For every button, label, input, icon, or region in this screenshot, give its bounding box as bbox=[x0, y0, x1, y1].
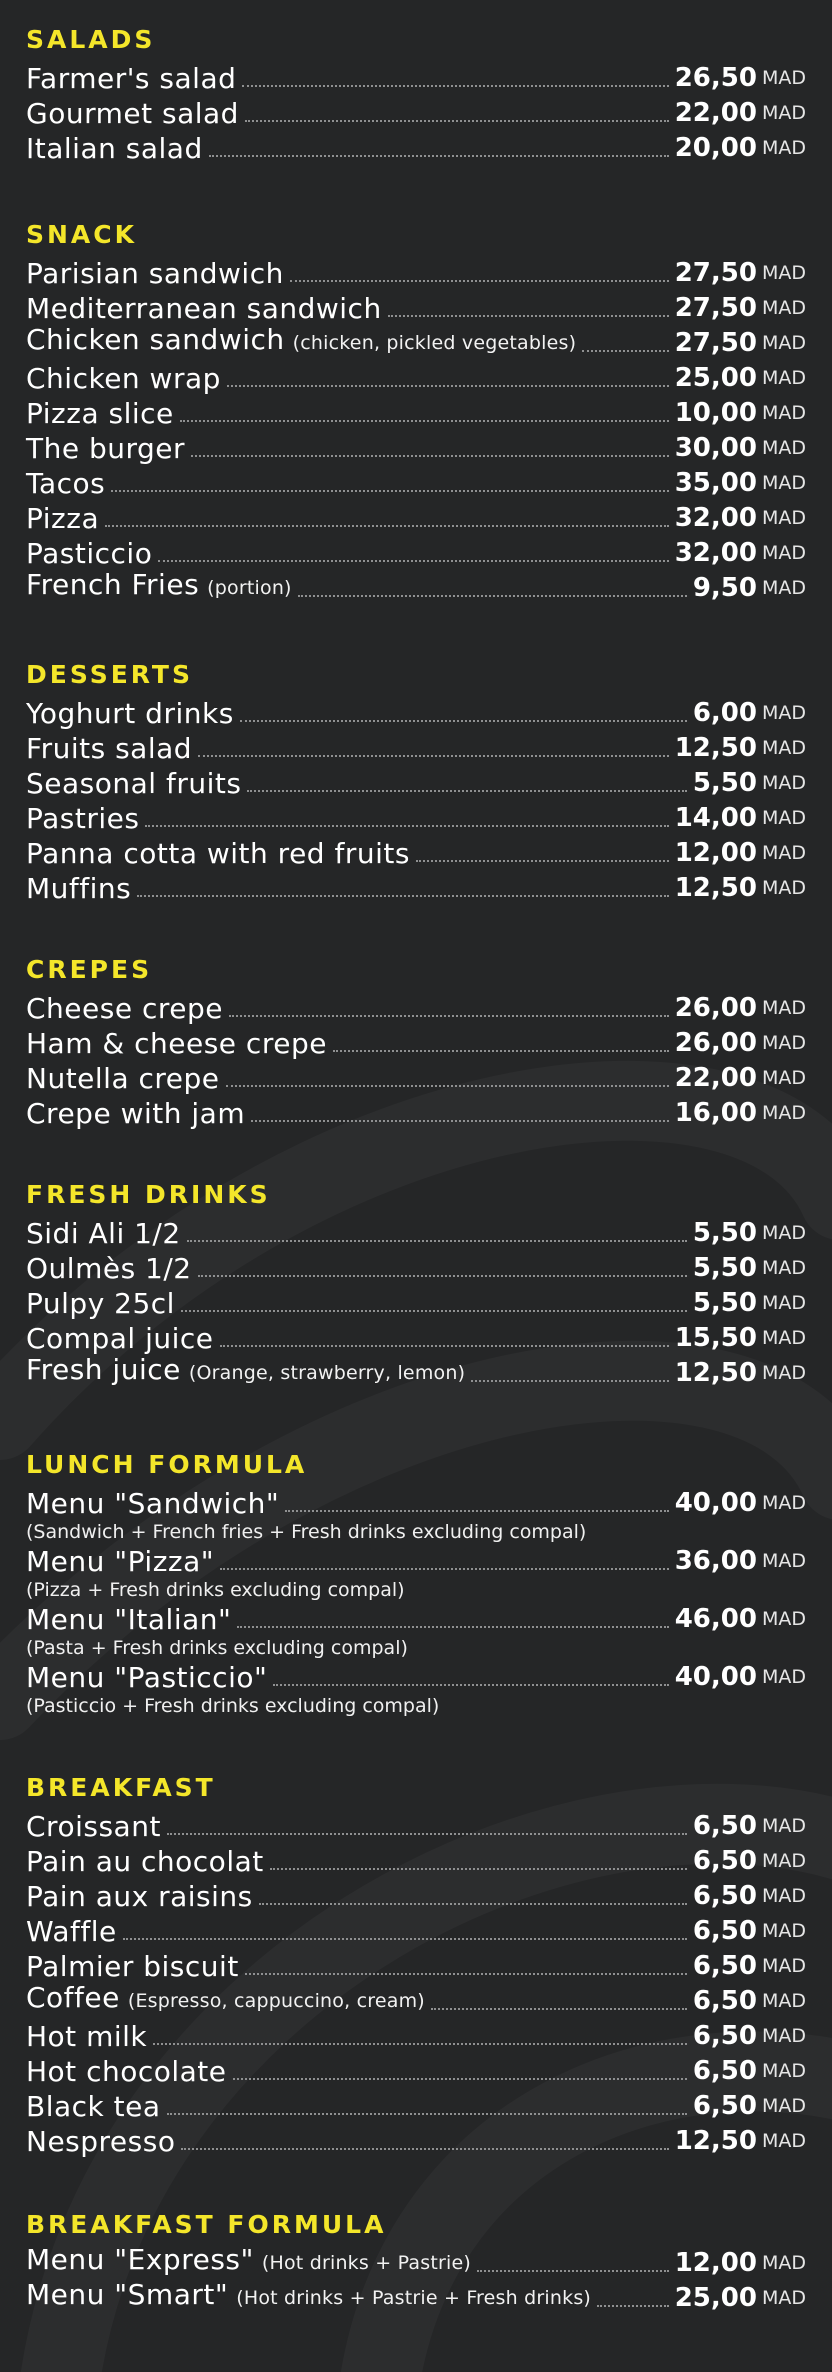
item-price: 30,00 bbox=[674, 433, 757, 463]
menu-item bbox=[26, 256, 806, 291]
section-title: BREAKFAST FORMULA bbox=[26, 2210, 387, 2239]
item-price: 5,50 bbox=[692, 1218, 757, 1248]
leader-dots bbox=[242, 85, 668, 87]
leader-dots bbox=[245, 120, 669, 122]
menu-item bbox=[26, 836, 806, 871]
item-name: Pizza bbox=[26, 502, 100, 535]
menu-item bbox=[26, 2019, 806, 2054]
menu-item bbox=[26, 1061, 806, 1096]
leader-dots bbox=[471, 1380, 669, 1382]
item-currency: MAD bbox=[761, 2060, 806, 2082]
item-price: 6,50 bbox=[692, 1881, 757, 1911]
menu-item bbox=[26, 1809, 806, 1844]
item-price: 12,50 bbox=[674, 2126, 757, 2156]
item-currency: MAD bbox=[761, 2130, 806, 2152]
leader-dots bbox=[233, 2078, 687, 2080]
item-name: Chicken wrap bbox=[26, 362, 221, 395]
menu-item bbox=[26, 731, 806, 766]
item-name: Hot milk bbox=[26, 2020, 148, 2053]
menu-item bbox=[26, 2124, 806, 2159]
menu-item bbox=[26, 991, 806, 1026]
leader-dots bbox=[270, 1868, 687, 1870]
item-price: 25,00 bbox=[674, 363, 757, 393]
formula-description: (Pasticcio + Fresh drinks excluding compal) bbox=[26, 1695, 440, 1717]
item-name: Pain aux raisins bbox=[26, 1880, 253, 1913]
item-price: 32,00 bbox=[674, 538, 757, 568]
item-currency: MAD bbox=[761, 1885, 806, 1907]
section-desserts bbox=[26, 660, 806, 906]
item-currency: MAD bbox=[761, 2287, 806, 2309]
leader-dots bbox=[240, 720, 687, 722]
item-price: 26,50 bbox=[674, 63, 757, 93]
item-price: 35,00 bbox=[674, 468, 757, 498]
item-price: 6,50 bbox=[692, 1916, 757, 1946]
item-price: 6,00 bbox=[692, 698, 757, 728]
menu-item bbox=[26, 2089, 806, 2124]
menu-item bbox=[26, 1096, 806, 1131]
menu-item bbox=[26, 466, 806, 501]
item-name-text: Chicken sandwich bbox=[26, 323, 285, 356]
leader-dots bbox=[226, 1085, 669, 1087]
leader-dots bbox=[105, 525, 669, 527]
item-currency: MAD bbox=[761, 1067, 806, 1089]
section-snack bbox=[26, 220, 806, 606]
item-price: 15,50 bbox=[674, 1323, 757, 1353]
leader-dots bbox=[227, 385, 669, 387]
item-currency: MAD bbox=[761, 1955, 806, 1977]
menu-item bbox=[26, 1251, 806, 1286]
leader-dots bbox=[181, 2148, 668, 2150]
item-name bbox=[26, 567, 292, 606]
leader-dots bbox=[259, 1903, 687, 1905]
item-name bbox=[26, 2242, 471, 2281]
menu-item bbox=[26, 2243, 806, 2281]
menu-item bbox=[26, 1914, 806, 1949]
menu-item bbox=[26, 1286, 806, 1321]
item-name-text: Menu "Express" bbox=[26, 2243, 254, 2276]
menu-item bbox=[26, 361, 806, 396]
item-name: Palmier biscuit bbox=[26, 1950, 239, 1983]
item-price: 46,00 bbox=[674, 1604, 757, 1634]
item-name: Sidi Ali 1/2 bbox=[26, 1217, 181, 1250]
item-currency: MAD bbox=[761, 472, 806, 494]
item-currency: MAD bbox=[761, 1492, 806, 1514]
item-currency: MAD bbox=[761, 877, 806, 899]
item-price: 27,50 bbox=[674, 258, 757, 288]
item-price: 5,50 bbox=[692, 1253, 757, 1283]
leader-dots bbox=[191, 455, 669, 457]
item-name: Parisian sandwich bbox=[26, 257, 284, 290]
formula-row bbox=[26, 1660, 806, 1695]
leader-dots bbox=[198, 755, 669, 757]
item-price: 9,50 bbox=[692, 573, 757, 603]
leader-dots bbox=[285, 1510, 668, 1512]
menu-item bbox=[26, 536, 806, 571]
item-currency: MAD bbox=[761, 842, 806, 864]
menu-item bbox=[26, 1981, 806, 2019]
item-name: Mediterranean sandwich bbox=[26, 292, 382, 325]
formula-item bbox=[26, 1544, 806, 1602]
item-currency: MAD bbox=[761, 772, 806, 794]
item-name: Pain au chocolat bbox=[26, 1845, 264, 1878]
item-price: 6,50 bbox=[692, 2021, 757, 2051]
leader-dots bbox=[431, 2008, 687, 2010]
item-note: (Espresso, cappuccino, cream) bbox=[127, 1990, 425, 2012]
leader-dots bbox=[111, 490, 668, 492]
item-currency: MAD bbox=[761, 102, 806, 124]
item-name: Gourmet salad bbox=[26, 97, 239, 130]
item-currency: MAD bbox=[761, 1666, 806, 1688]
formula-description: (Pizza + Fresh drinks excluding compal) bbox=[26, 1579, 405, 1601]
leader-dots bbox=[582, 350, 669, 352]
item-price: 5,50 bbox=[692, 1288, 757, 1318]
item-name: Hot chocolate bbox=[26, 2055, 227, 2088]
item-price: 12,00 bbox=[674, 2248, 757, 2278]
leader-dots bbox=[187, 1240, 687, 1242]
menu-item bbox=[26, 568, 806, 606]
item-price: 6,50 bbox=[692, 1846, 757, 1876]
leader-dots bbox=[229, 1015, 669, 1017]
menu-item bbox=[26, 431, 806, 466]
menu-item bbox=[26, 766, 806, 801]
item-price: 40,00 bbox=[674, 1662, 757, 1692]
item-currency: MAD bbox=[761, 297, 806, 319]
menu-item bbox=[26, 1353, 806, 1391]
item-currency: MAD bbox=[761, 577, 806, 599]
leader-dots bbox=[597, 2305, 669, 2307]
item-name: Waffle bbox=[26, 1915, 117, 1948]
item-note: (Hot drinks + Pastrie + Fresh drinks) bbox=[236, 2287, 592, 2309]
menu-item bbox=[26, 801, 806, 836]
leader-dots bbox=[153, 2043, 687, 2045]
leader-dots bbox=[416, 860, 669, 862]
item-currency: MAD bbox=[761, 1292, 806, 1314]
section-crepes bbox=[26, 955, 806, 1131]
section-salads bbox=[26, 25, 806, 166]
formula-item bbox=[26, 1486, 806, 1544]
item-currency: MAD bbox=[761, 332, 806, 354]
item-name: Pizza slice bbox=[26, 397, 174, 430]
item-name: Italian salad bbox=[26, 132, 203, 165]
item-name bbox=[26, 1352, 465, 1391]
item-currency: MAD bbox=[761, 1990, 806, 2012]
item-name: Menu "Pasticcio" bbox=[26, 1661, 268, 1694]
item-currency: MAD bbox=[761, 437, 806, 459]
item-price: 12,50 bbox=[674, 873, 757, 903]
item-price: 26,00 bbox=[674, 1028, 757, 1058]
leader-dots bbox=[198, 1275, 687, 1277]
item-currency: MAD bbox=[761, 367, 806, 389]
item-currency: MAD bbox=[761, 1257, 806, 1279]
section-title: DESSERTS bbox=[26, 660, 193, 689]
item-currency: MAD bbox=[761, 737, 806, 759]
leader-dots bbox=[180, 420, 669, 422]
item-price: 6,50 bbox=[692, 2056, 757, 2086]
menu-item bbox=[26, 501, 806, 536]
leader-dots bbox=[209, 155, 669, 157]
formula-row bbox=[26, 1602, 806, 1637]
item-price: 40,00 bbox=[674, 1488, 757, 1518]
leader-dots bbox=[237, 1626, 668, 1628]
leader-dots bbox=[167, 2113, 687, 2115]
leader-dots bbox=[251, 1120, 669, 1122]
item-name-text: Coffee bbox=[26, 1981, 120, 2014]
item-note: (portion) bbox=[207, 577, 292, 599]
item-name: Menu "Italian" bbox=[26, 1603, 232, 1636]
item-name-text: Menu "Smart" bbox=[26, 2278, 229, 2311]
item-price: 6,50 bbox=[692, 2091, 757, 2121]
section-fresh-drinks bbox=[26, 1180, 806, 1391]
item-note: (chicken, pickled vegetables) bbox=[292, 332, 577, 354]
section-title: SALADS bbox=[26, 25, 156, 54]
item-name: Black tea bbox=[26, 2090, 161, 2123]
item-name bbox=[26, 1980, 425, 2019]
leader-dots bbox=[220, 1568, 669, 1570]
menu-item bbox=[26, 1026, 806, 1061]
item-currency: MAD bbox=[761, 507, 806, 529]
item-name: Compal juice bbox=[26, 1322, 214, 1355]
item-name: Seasonal fruits bbox=[26, 767, 242, 800]
formula-row bbox=[26, 1486, 806, 1521]
leader-dots bbox=[220, 1345, 669, 1347]
item-price: 22,00 bbox=[674, 1063, 757, 1093]
item-note: (Orange, strawberry, lemon) bbox=[188, 1362, 466, 1384]
item-price: 14,00 bbox=[674, 803, 757, 833]
menu-item bbox=[26, 291, 806, 326]
item-currency: MAD bbox=[761, 1102, 806, 1124]
item-price: 6,50 bbox=[692, 1986, 757, 2016]
section-title: CREPES bbox=[26, 955, 153, 984]
leader-dots bbox=[158, 560, 668, 562]
item-name bbox=[26, 2277, 591, 2316]
leader-dots bbox=[290, 280, 669, 282]
leader-dots bbox=[181, 1310, 687, 1312]
item-name: Croissant bbox=[26, 1810, 161, 1843]
section-title: SNACK bbox=[26, 220, 137, 249]
item-name: Pulpy 25cl bbox=[26, 1287, 175, 1320]
menu-item bbox=[26, 1321, 806, 1356]
leader-dots bbox=[477, 2270, 669, 2272]
section-breakfast bbox=[26, 1773, 806, 2159]
menu-item bbox=[26, 1216, 806, 1251]
item-currency: MAD bbox=[761, 1920, 806, 1942]
item-currency: MAD bbox=[761, 137, 806, 159]
leader-dots bbox=[145, 825, 668, 827]
item-price: 12,50 bbox=[674, 1358, 757, 1388]
section-title: LUNCH FORMULA bbox=[26, 1450, 308, 1479]
section-title: FRESH DRINKS bbox=[26, 1180, 271, 1209]
item-name: Yoghurt drinks bbox=[26, 697, 234, 730]
leader-dots bbox=[123, 1938, 687, 1940]
item-currency: MAD bbox=[761, 2252, 806, 2274]
section-lunch-formula bbox=[26, 1450, 806, 1718]
item-currency: MAD bbox=[761, 1815, 806, 1837]
section-breakfast-formula bbox=[26, 2210, 806, 2316]
item-name: Menu "Pizza" bbox=[26, 1545, 215, 1578]
item-price: 6,50 bbox=[692, 1951, 757, 1981]
formula-row bbox=[26, 1544, 806, 1579]
menu-item bbox=[26, 1879, 806, 1914]
item-price: 32,00 bbox=[674, 503, 757, 533]
item-note: (Hot drinks + Pastrie) bbox=[261, 2252, 471, 2274]
leader-dots bbox=[245, 1973, 687, 1975]
item-price: 20,00 bbox=[674, 133, 757, 163]
leader-dots bbox=[167, 1833, 687, 1835]
formula-item bbox=[26, 1660, 806, 1718]
item-currency: MAD bbox=[761, 542, 806, 564]
menu-item bbox=[26, 61, 806, 96]
item-name-text: French Fries bbox=[26, 568, 200, 601]
item-currency: MAD bbox=[761, 807, 806, 829]
item-price: 5,50 bbox=[692, 768, 757, 798]
menu-item bbox=[26, 131, 806, 166]
item-price: 22,00 bbox=[674, 98, 757, 128]
item-price: 12,50 bbox=[674, 733, 757, 763]
item-currency: MAD bbox=[761, 1850, 806, 1872]
menu-item bbox=[26, 96, 806, 131]
item-price: 26,00 bbox=[674, 993, 757, 1023]
item-currency: MAD bbox=[761, 262, 806, 284]
item-name bbox=[26, 322, 576, 361]
item-currency: MAD bbox=[761, 1327, 806, 1349]
item-currency: MAD bbox=[761, 402, 806, 424]
formula-item bbox=[26, 1602, 806, 1660]
item-price: 25,00 bbox=[674, 2283, 757, 2313]
menu-item bbox=[26, 1949, 806, 1984]
item-currency: MAD bbox=[761, 1222, 806, 1244]
menu-item bbox=[26, 2278, 806, 2316]
menu-item bbox=[26, 396, 806, 431]
item-price: 6,50 bbox=[692, 1811, 757, 1841]
item-currency: MAD bbox=[761, 1550, 806, 1572]
item-price: 12,00 bbox=[674, 838, 757, 868]
item-name: Fruits salad bbox=[26, 732, 193, 765]
item-name: Ham & cheese crepe bbox=[26, 1027, 327, 1060]
item-name: Nespresso bbox=[26, 2125, 176, 2158]
menu-item bbox=[26, 871, 806, 906]
leader-dots bbox=[333, 1050, 669, 1052]
item-price: 27,50 bbox=[674, 293, 757, 323]
item-price: 27,50 bbox=[674, 328, 757, 358]
item-currency: MAD bbox=[761, 2095, 806, 2117]
item-name: Pasticcio bbox=[26, 537, 153, 570]
item-currency: MAD bbox=[761, 1362, 806, 1384]
leader-dots bbox=[273, 1684, 668, 1686]
item-name: The burger bbox=[26, 432, 186, 465]
item-name: Farmer's salad bbox=[26, 62, 237, 95]
leader-dots bbox=[388, 315, 669, 317]
item-currency: MAD bbox=[761, 2025, 806, 2047]
leader-dots bbox=[137, 895, 668, 897]
item-name: Menu "Sandwich" bbox=[26, 1487, 280, 1520]
item-name: Oulmès 1/2 bbox=[26, 1252, 192, 1285]
menu-item bbox=[26, 323, 806, 361]
item-price: 10,00 bbox=[674, 398, 757, 428]
item-name: Crepe with jam bbox=[26, 1097, 246, 1130]
item-name: Nutella crepe bbox=[26, 1062, 220, 1095]
leader-dots bbox=[298, 595, 687, 597]
menu-item bbox=[26, 696, 806, 731]
item-currency: MAD bbox=[761, 67, 806, 89]
item-currency: MAD bbox=[761, 1608, 806, 1630]
menu-item bbox=[26, 2054, 806, 2089]
item-currency: MAD bbox=[761, 1032, 806, 1054]
formula-description: (Pasta + Fresh drinks excluding compal) bbox=[26, 1637, 408, 1659]
section-title: BREAKFAST bbox=[26, 1773, 216, 1802]
item-currency: MAD bbox=[761, 997, 806, 1019]
item-name: Tacos bbox=[26, 467, 106, 500]
menu-item bbox=[26, 1844, 806, 1879]
item-price: 36,00 bbox=[674, 1546, 757, 1576]
item-name: Pastries bbox=[26, 802, 140, 835]
item-name: Cheese crepe bbox=[26, 992, 223, 1025]
leader-dots bbox=[247, 790, 686, 792]
item-price: 16,00 bbox=[674, 1098, 757, 1128]
item-name-text: Fresh juice bbox=[26, 1353, 181, 1386]
item-name: Muffins bbox=[26, 872, 132, 905]
item-name: Panna cotta with red fruits bbox=[26, 837, 410, 870]
item-currency: MAD bbox=[761, 702, 806, 724]
formula-description: (Sandwich + French fries + Fresh drinks excluding compal) bbox=[26, 1521, 587, 1543]
